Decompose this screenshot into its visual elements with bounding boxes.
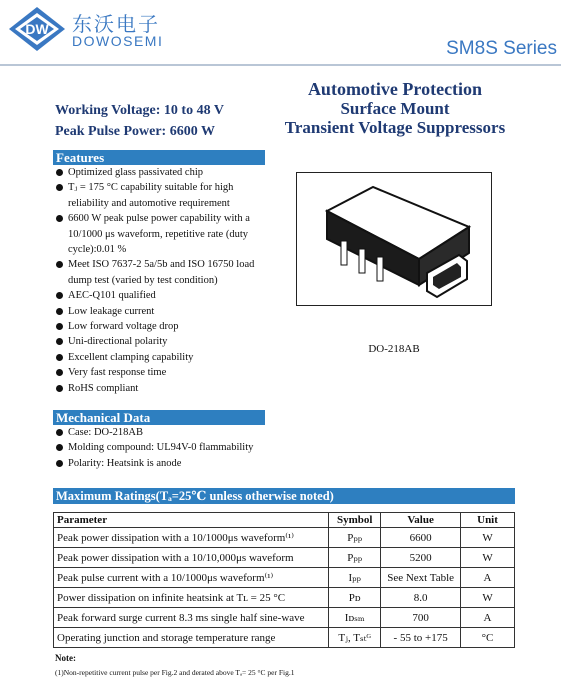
title-line-2: Surface Mount bbox=[340, 99, 450, 118]
series-title: SM8S Series bbox=[446, 38, 557, 59]
list-item bbox=[55, 440, 285, 455]
list-item bbox=[55, 211, 270, 257]
list-item-text: Very fast response time bbox=[68, 367, 167, 379]
list-item bbox=[55, 319, 270, 334]
ratings-heading: Maximum Ratings(Tₐ=25℃ unless otherwise noted) bbox=[53, 488, 515, 504]
list-item-text: Optimized glass passivated chip bbox=[68, 167, 204, 178]
document-title bbox=[270, 79, 520, 138]
list-item-text: Low forward voltage drop bbox=[68, 321, 179, 333]
header-value: Value bbox=[381, 513, 461, 528]
list-item bbox=[55, 165, 270, 180]
list-item-text: reliability and automotive requirement bbox=[68, 197, 230, 209]
table-row bbox=[54, 548, 515, 568]
header-divider bbox=[0, 64, 561, 66]
table-header-row bbox=[54, 513, 515, 528]
logo-letters: DW bbox=[25, 21, 49, 37]
list-item-text: Polarity: Heatsink is anode bbox=[68, 457, 182, 469]
list-item-text: Excellent clamping capability bbox=[68, 351, 194, 363]
mechanical-heading: Mechanical Data bbox=[53, 410, 265, 425]
header-symbol: Symbol bbox=[329, 513, 381, 528]
table-row bbox=[54, 528, 515, 548]
cell-symbol: Pₚₚ bbox=[329, 528, 381, 548]
cell-value: 700 bbox=[381, 608, 461, 628]
peak-pulse-power: Peak Pulse Power: 6600 W bbox=[55, 124, 215, 139]
cell-unit: A bbox=[461, 608, 515, 628]
list-item-text: dump test (varied by test condition) bbox=[68, 274, 218, 286]
header-unit: Unit bbox=[461, 513, 515, 528]
package-caption: DO-218AB bbox=[368, 343, 420, 355]
list-item-text: cycle):0.01 % bbox=[68, 244, 127, 256]
list-item-text: 10/1000 μs waveform, repetitive rate (duty bbox=[68, 228, 248, 240]
cell-value: See Next Table bbox=[381, 568, 461, 588]
table-row bbox=[54, 608, 515, 628]
cell-symbol: Pₚₚ bbox=[329, 548, 381, 568]
cell-parameter: Peak forward surge current 8.3 ms single half sine-wave bbox=[54, 608, 329, 628]
list-item-text: RoHS compliant bbox=[68, 382, 139, 394]
cell-value: - 55 to +175 bbox=[381, 628, 461, 648]
page-header bbox=[0, 0, 561, 66]
note-label: Note: bbox=[55, 653, 76, 663]
do218ab-package-image bbox=[297, 173, 491, 305]
cell-unit: A bbox=[461, 568, 515, 588]
cell-parameter: Peak power dissipation with a 10/10,000μs waveform bbox=[54, 548, 329, 568]
package-drawing-frame bbox=[296, 172, 492, 306]
list-item bbox=[55, 425, 285, 440]
list-item-text: Meet ISO 7637-2 5a/5b and ISO 16750 load bbox=[68, 259, 255, 271]
table-row bbox=[54, 628, 515, 648]
note-text: (1)Non-repetitive current pulse per Fig.2 and derated above Tₐ= 25 °C per Fig.1 bbox=[55, 668, 295, 677]
cell-parameter: Peak power dissipation with a 10/1000μs waveform⁽¹⁾ bbox=[54, 528, 329, 548]
list-item-text: AEC-Q101 qualified bbox=[68, 290, 156, 302]
list-item-text: Uni-directional polarity bbox=[68, 336, 168, 348]
cell-unit: W bbox=[461, 528, 515, 548]
list-item bbox=[55, 381, 270, 396]
list-item bbox=[55, 365, 270, 380]
cell-parameter: Power dissipation on infinite heatsink at Tʟ = 25 °C bbox=[54, 588, 329, 608]
list-item bbox=[55, 180, 270, 211]
list-item bbox=[55, 456, 285, 471]
cell-symbol: Iₚₚ bbox=[329, 568, 381, 588]
dowosemi-logo bbox=[8, 6, 66, 52]
cell-unit: W bbox=[461, 548, 515, 568]
title-line-1: Automotive Protection bbox=[307, 79, 483, 99]
table-row bbox=[54, 568, 515, 588]
cell-unit: °C bbox=[461, 628, 515, 648]
mechanical-list bbox=[55, 425, 285, 471]
features-heading: Features bbox=[53, 150, 265, 165]
cell-value: 6600 bbox=[381, 528, 461, 548]
cell-value: 5200 bbox=[381, 548, 461, 568]
list-item-text: Low leakage current bbox=[68, 305, 155, 317]
features-list bbox=[55, 165, 270, 396]
list-item bbox=[55, 304, 270, 319]
cell-unit: W bbox=[461, 588, 515, 608]
cell-value: 8.0 bbox=[381, 588, 461, 608]
list-item bbox=[55, 288, 270, 303]
list-item-text: Tⱼ = 175 °C capability suitable for high bbox=[68, 182, 234, 194]
list-item-text: Case: DO-218AB bbox=[68, 427, 143, 438]
list-item-text: 6600 W peak pulse power capability with a bbox=[68, 213, 250, 225]
table-row bbox=[54, 588, 515, 608]
ratings-table bbox=[53, 512, 515, 648]
list-item-text: Molding compound: UL94V-0 flammability bbox=[68, 442, 254, 454]
key-specs bbox=[55, 100, 224, 142]
list-item bbox=[55, 257, 270, 288]
header-parameter: Parameter bbox=[54, 513, 329, 528]
brand-name-cn: 东沃电子 bbox=[72, 12, 160, 36]
cell-parameter: Operating junction and storage temperature range bbox=[54, 628, 329, 648]
list-item bbox=[55, 334, 270, 349]
cell-symbol: Iᴅₛₘ bbox=[329, 608, 381, 628]
cell-symbol: Tⱼ, Tₛₜᴳ bbox=[329, 628, 381, 648]
list-item bbox=[55, 350, 270, 365]
cell-symbol: Pᴅ bbox=[329, 588, 381, 608]
cell-parameter: Peak pulse current with a 10/1000μs waveform⁽¹⁾ bbox=[54, 568, 329, 588]
brand-name-en: DOWOSEMI bbox=[72, 33, 164, 49]
title-line-3: Transient Voltage Suppressors bbox=[284, 118, 506, 137]
working-voltage: Working Voltage: 10 to 48 V bbox=[55, 103, 224, 118]
